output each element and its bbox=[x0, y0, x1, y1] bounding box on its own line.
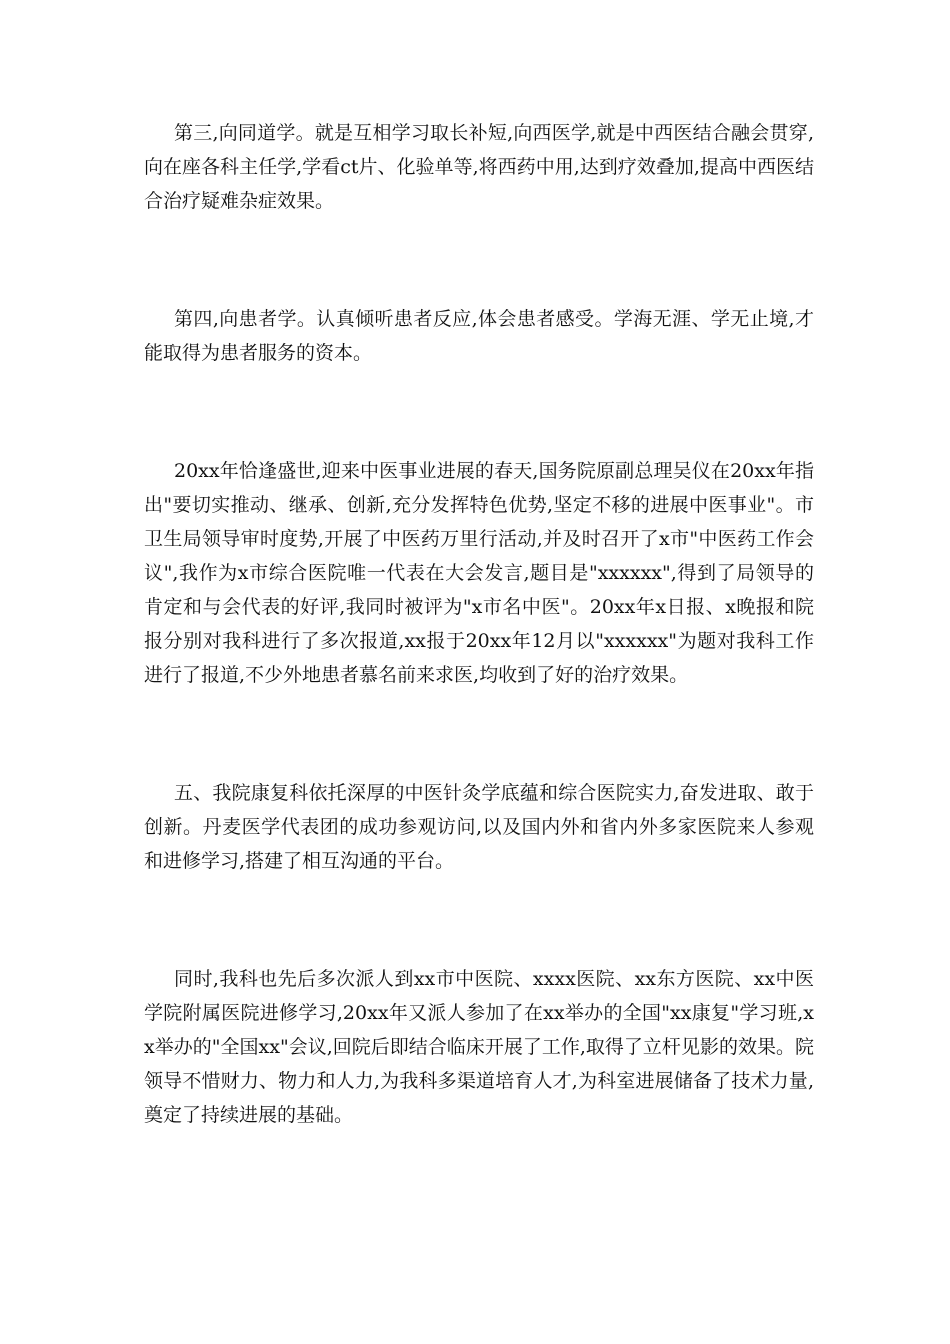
paragraph-learn-from-patients: 第四,向患者学。认真倾听患者反应,体会患者感受。学海无涯、学无止境,才能取得为患者服务的资本。 bbox=[144, 308, 814, 364]
paragraph-rehabilitation-dept: 五、我院康复科依托深厚的中医针灸学底蕴和综合医院实力,奋发进取、敢于创新。丹麦医学代表团的成功参观访问,以及国内外和省内外多家医院来人参观和进修学习,搭建了相互沟通的平台。 bbox=[144, 782, 814, 872]
paragraph-staff-training: 同时,我科也先后多次派人到xx市中医院、xxxx医院、xx东方医院、xx中医学院附属医院进修学习,20xx年又派人参加了在xx举办的全国"xx康复"学习班,xx举办的"全国xx"会议,回院后即结合临床开展了工作,取得了立杆见影的效果。院领导不惜财力、物力和人力,为我科多渠道培育人才,为科室进展储备了技术力量,奠定了持续进展的基础。 bbox=[144, 968, 814, 1126]
document-body bbox=[144, 116, 814, 1132]
paragraph-learn-from-peers: 第三,向同道学。就是互相学习取长补短,向西医学,就是中西医结合融会贯穿,向在座各科主任学,学看ct片、化验单等,将西药中用,达到疗效叠加,提高中西医结合治疗疑难杂症效果。 bbox=[144, 122, 814, 212]
paragraph-tcm-development: 20xx年恰逢盛世,迎来中医事业进展的春天,国务院原副总理吴仪在20xx年指出"要切实推动、继承、创新,充分发挥特色优势,坚定不移的进展中医事业"。市卫生局领导审时度势,开展了中医药万里行活动,并及时召开了x市"中医药工作会议",我作为x市综合医院唯一代表在大会发言,题目是"xxxxxx",得到了局领导的肯定和与会代表的好评,我同时被评为"x市名中医"。20xx年x日报、x晚报和院报分别对我科进行了多次报道,xx报于20xx年12月以"xxxxxx"为题对我科工作进行了报道,不少外地患者慕名前来求医,均收到了好的治疗效果。 bbox=[144, 460, 814, 686]
